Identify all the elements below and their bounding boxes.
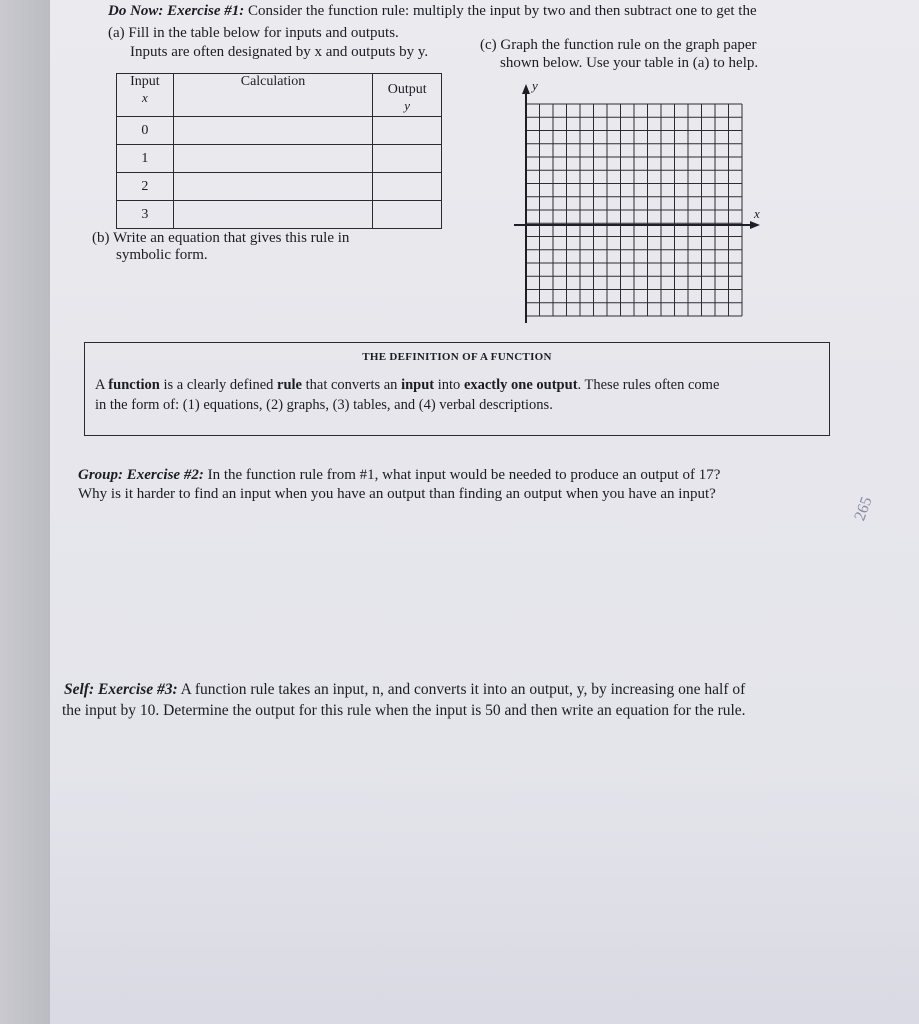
x-axis-arrow bbox=[750, 221, 760, 229]
exercise2-line2: Why is it harder to find an input when you have an output than finding an output when you have an input? bbox=[78, 486, 716, 502]
part-a-line1: (a) Fill in the table below for inputs and outputs. bbox=[108, 25, 399, 41]
calculation-cell[interactable] bbox=[173, 173, 373, 201]
grid-lines bbox=[526, 104, 742, 316]
input-var: x bbox=[141, 90, 148, 105]
input-output-table bbox=[116, 73, 442, 229]
part-b-line1: (b) Write an equation that gives this rule in bbox=[92, 230, 350, 246]
input-cell: 2 bbox=[117, 173, 174, 201]
output-cell[interactable] bbox=[373, 117, 442, 145]
part-a-line2: Inputs are often designated by x and outputs by y. bbox=[130, 44, 429, 60]
output-header: Output y bbox=[373, 74, 442, 117]
table-row bbox=[117, 117, 442, 145]
y-axis-label: y bbox=[532, 80, 538, 93]
x-axis-label: x bbox=[754, 206, 760, 221]
input-cell: 1 bbox=[117, 145, 174, 173]
input-cell: 0 bbox=[117, 117, 174, 145]
input-cell: 3 bbox=[117, 201, 174, 229]
definition-box bbox=[84, 342, 830, 436]
output-cell[interactable] bbox=[373, 201, 442, 229]
output-cell[interactable] bbox=[373, 173, 442, 201]
graph-paper[interactable] bbox=[508, 80, 768, 325]
part-b-line2: symbolic form. bbox=[116, 247, 208, 263]
calculation-header: Calculation bbox=[173, 74, 373, 117]
exercise3-line2: the input by 10. Determine the output for this rule when the input is 50 and then write an equation for the rule. bbox=[62, 702, 746, 719]
margin-note: 265 bbox=[851, 494, 876, 524]
definition-title: THE DEFINITION OF A FUNCTION bbox=[362, 351, 552, 363]
y-axis-arrow bbox=[522, 84, 530, 94]
output-var: y bbox=[404, 98, 411, 113]
exercise1-label: Do Now: Exercise #1: bbox=[108, 3, 245, 19]
page-shadow bbox=[50, 760, 919, 1024]
exercise1-prompt: Consider the function rule: multiply the input by two and then subtract one to get the bbox=[247, 3, 757, 19]
calculation-cell[interactable] bbox=[173, 145, 373, 173]
exercise3-line1: Self: Exercise #3: A function rule takes an input, n, and converts it into an output, y, by increasing one half of bbox=[64, 681, 746, 698]
table-row bbox=[117, 145, 442, 173]
definition-line2: in the form of: (1) equations, (2) graphs, (3) tables, and (4) verbal descriptions. bbox=[95, 397, 553, 413]
input-header: Input x bbox=[117, 74, 174, 117]
part-c-line1: (c) Graph the function rule on the graph paper bbox=[480, 37, 757, 53]
part-c-line2: shown below. Use your table in (a) to help. bbox=[500, 55, 759, 71]
table-row bbox=[117, 173, 442, 201]
exercise2-label: Group: Exercise #2: bbox=[78, 467, 204, 483]
exercise2-line1: Group: Exercise #2: In the function rule from #1, what input would be needed to produce an output of 17? bbox=[78, 467, 721, 483]
exercise3-label: Self: Exercise #3: bbox=[64, 681, 178, 698]
calculation-cell[interactable] bbox=[173, 201, 373, 229]
exercise1-heading bbox=[108, 2, 757, 20]
output-cell[interactable] bbox=[373, 145, 442, 173]
definition-line1: A function is a clearly defined rule that converts an input into exactly one output. These rules often come bbox=[95, 377, 720, 393]
calculation-cell[interactable] bbox=[173, 117, 373, 145]
table-row bbox=[117, 201, 442, 229]
